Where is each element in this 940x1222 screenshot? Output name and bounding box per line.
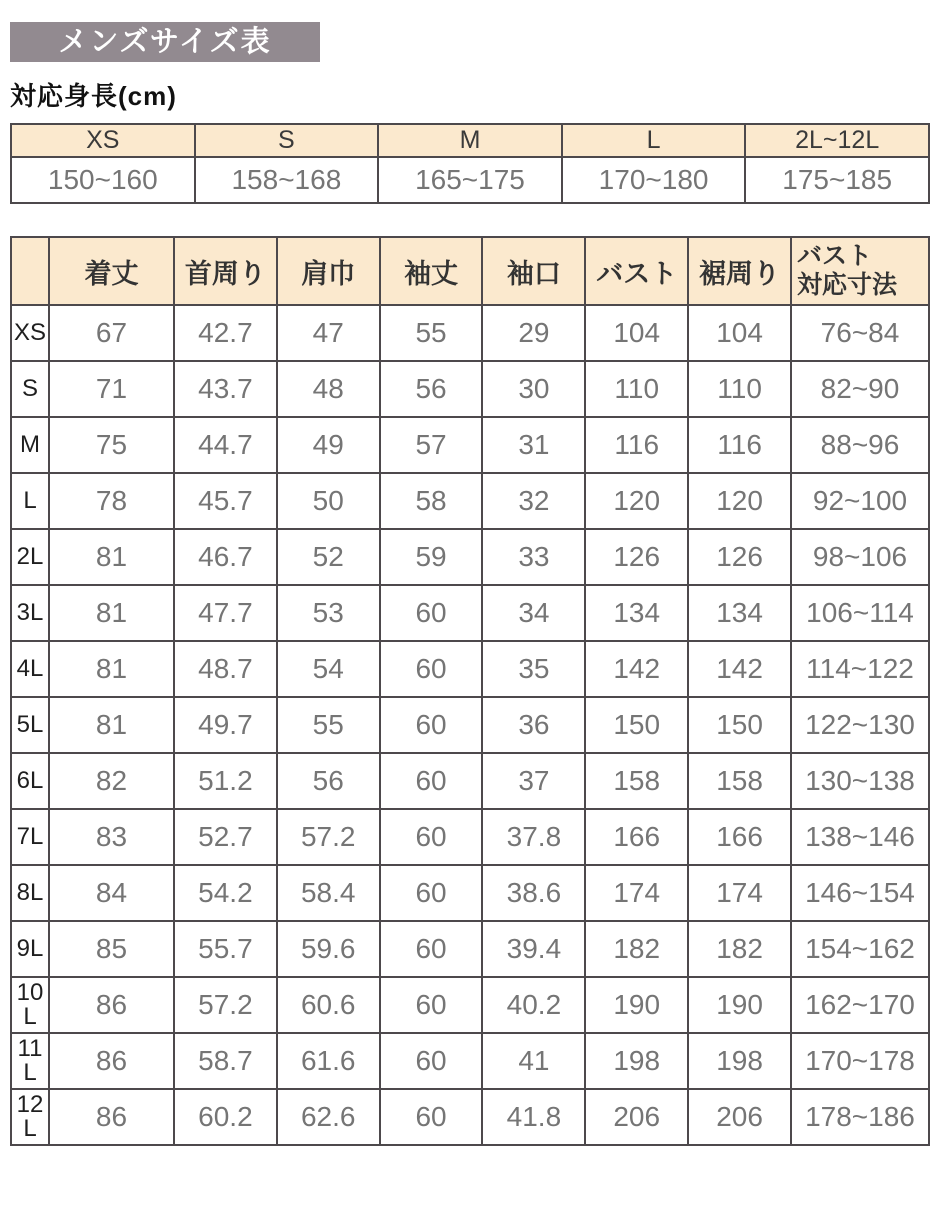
height-table-caption: 対応身長(cm)	[10, 81, 177, 111]
size-column-header: 袖口	[482, 237, 585, 305]
measurement-cell: 154~162	[791, 921, 929, 977]
measurement-cell: 198	[585, 1033, 688, 1089]
measurement-cell: 62.6	[277, 1089, 380, 1145]
measurement-cell: 60	[380, 809, 483, 865]
size-column-header: 首周り	[174, 237, 277, 305]
size-table-body	[11, 305, 929, 1145]
measurement-cell: 47	[277, 305, 380, 361]
measurement-cell: 54.2	[174, 865, 277, 921]
size-label: S	[11, 361, 49, 417]
measurement-cell: 35	[482, 641, 585, 697]
measurement-cell: 78	[49, 473, 174, 529]
measurement-cell: 76~84	[791, 305, 929, 361]
measurement-cell: 60	[380, 921, 483, 977]
size-row-6L	[11, 753, 929, 809]
measurement-cell: 49	[277, 417, 380, 473]
measurement-cell: 83	[49, 809, 174, 865]
measurement-cell: 57	[380, 417, 483, 473]
measurement-cell: 55	[277, 697, 380, 753]
page	[0, 22, 940, 1146]
measurement-cell: 32	[482, 473, 585, 529]
height-column-header: S	[195, 124, 379, 157]
size-row-S	[11, 361, 929, 417]
size-row-XS	[11, 305, 929, 361]
measurement-cell: 190	[585, 977, 688, 1033]
measurement-cell: 56	[380, 361, 483, 417]
measurement-cell: 198	[688, 1033, 791, 1089]
size-column-header: 袖丈	[380, 237, 483, 305]
size-row-4L	[11, 641, 929, 697]
measurement-cell: 106~114	[791, 585, 929, 641]
measurement-cell: 59.6	[277, 921, 380, 977]
size-label: 5L	[11, 697, 49, 753]
measurement-cell: 58.7	[174, 1033, 277, 1089]
size-label: 7L	[11, 809, 49, 865]
measurement-cell: 67	[49, 305, 174, 361]
size-column-header: 着丈	[49, 237, 174, 305]
size-label: 3L	[11, 585, 49, 641]
measurement-cell: 51.2	[174, 753, 277, 809]
height-table-header-row	[11, 124, 929, 157]
measurement-cell: 37.8	[482, 809, 585, 865]
measurement-cell: 170~178	[791, 1033, 929, 1089]
measurement-cell: 41	[482, 1033, 585, 1089]
measurement-cell: 81	[49, 585, 174, 641]
measurement-cell: 56	[277, 753, 380, 809]
measurement-cell: 134	[688, 585, 791, 641]
measurement-cell: 57.2	[277, 809, 380, 865]
measurement-cell: 174	[585, 865, 688, 921]
size-row-M	[11, 417, 929, 473]
measurement-cell: 85	[49, 921, 174, 977]
measurement-cell: 166	[585, 809, 688, 865]
measurement-cell: 81	[49, 697, 174, 753]
measurement-cell: 120	[688, 473, 791, 529]
measurement-cell: 60	[380, 753, 483, 809]
measurement-cell: 116	[688, 417, 791, 473]
measurement-cell: 82~90	[791, 361, 929, 417]
measurement-cell: 110	[585, 361, 688, 417]
measurement-cell: 44.7	[174, 417, 277, 473]
measurement-cell: 55	[380, 305, 483, 361]
measurement-cell: 29	[482, 305, 585, 361]
measurement-cell: 55.7	[174, 921, 277, 977]
size-row-3L	[11, 585, 929, 641]
height-value-cell: 170~180	[562, 157, 746, 203]
measurement-cell: 130~138	[791, 753, 929, 809]
measurement-cell: 86	[49, 1033, 174, 1089]
measurement-cell: 116	[585, 417, 688, 473]
size-label: L	[11, 473, 49, 529]
size-row-11L	[11, 1033, 929, 1089]
size-row-2L	[11, 529, 929, 585]
measurement-cell: 142	[688, 641, 791, 697]
page-title: メンズサイズ表	[10, 22, 320, 62]
measurement-cell: 33	[482, 529, 585, 585]
size-column-header: 肩巾	[277, 237, 380, 305]
measurement-cell: 86	[49, 977, 174, 1033]
measurement-cell: 60	[380, 865, 483, 921]
measurement-cell: 178~186	[791, 1089, 929, 1145]
measurement-cell: 60	[380, 697, 483, 753]
size-label: 11L	[11, 1033, 49, 1089]
size-label: M	[11, 417, 49, 473]
height-value-cell: 165~175	[378, 157, 562, 203]
measurement-cell: 126	[585, 529, 688, 585]
measurement-cell: 158	[585, 753, 688, 809]
measurement-cell: 59	[380, 529, 483, 585]
size-column-header: バスト	[585, 237, 688, 305]
measurement-cell: 60	[380, 1089, 483, 1145]
measurement-cell: 52.7	[174, 809, 277, 865]
measurement-cell: 54	[277, 641, 380, 697]
measurement-cell: 81	[49, 529, 174, 585]
measurement-cell: 57.2	[174, 977, 277, 1033]
measurement-cell: 82	[49, 753, 174, 809]
measurement-cell: 60.2	[174, 1089, 277, 1145]
size-label: XS	[11, 305, 49, 361]
measurement-cell: 158	[688, 753, 791, 809]
measurement-cell: 206	[585, 1089, 688, 1145]
size-table-header-row	[11, 237, 929, 305]
measurement-cell: 71	[49, 361, 174, 417]
measurement-cell: 60.6	[277, 977, 380, 1033]
height-table	[10, 123, 930, 204]
measurement-cell: 60	[380, 641, 483, 697]
measurement-cell: 126	[688, 529, 791, 585]
measurement-cell: 37	[482, 753, 585, 809]
measurement-cell: 60	[380, 1033, 483, 1089]
measurement-cell: 182	[585, 921, 688, 977]
measurement-cell: 84	[49, 865, 174, 921]
measurement-cell: 86	[49, 1089, 174, 1145]
measurement-cell: 46.7	[174, 529, 277, 585]
measurement-cell: 50	[277, 473, 380, 529]
measurement-cell: 150	[688, 697, 791, 753]
measurement-cell: 52	[277, 529, 380, 585]
measurement-cell: 92~100	[791, 473, 929, 529]
measurement-cell: 174	[688, 865, 791, 921]
height-value-cell: 175~185	[745, 157, 929, 203]
measurement-cell: 45.7	[174, 473, 277, 529]
measurement-cell: 36	[482, 697, 585, 753]
measurement-cell: 42.7	[174, 305, 277, 361]
measurement-cell: 162~170	[791, 977, 929, 1033]
measurement-cell: 122~130	[791, 697, 929, 753]
measurement-cell: 138~146	[791, 809, 929, 865]
measurement-cell: 40.2	[482, 977, 585, 1033]
measurement-cell: 34	[482, 585, 585, 641]
measurement-cell: 60	[380, 977, 483, 1033]
measurement-cell: 81	[49, 641, 174, 697]
measurement-cell: 98~106	[791, 529, 929, 585]
measurement-cell: 88~96	[791, 417, 929, 473]
measurement-cell: 150	[585, 697, 688, 753]
measurement-cell: 61.6	[277, 1033, 380, 1089]
measurement-cell: 114~122	[791, 641, 929, 697]
measurement-cell: 53	[277, 585, 380, 641]
measurement-cell: 30	[482, 361, 585, 417]
measurement-cell: 41.8	[482, 1089, 585, 1145]
size-label: 10L	[11, 977, 49, 1033]
measurement-cell: 104	[688, 305, 791, 361]
corner-cell	[11, 237, 49, 305]
height-value-cell: 158~168	[195, 157, 379, 203]
measurement-cell: 58.4	[277, 865, 380, 921]
size-row-10L	[11, 977, 929, 1033]
size-table	[10, 236, 930, 1146]
size-label: 8L	[11, 865, 49, 921]
size-column-header: バスト 対応寸法	[791, 237, 929, 305]
measurement-cell: 48	[277, 361, 380, 417]
measurement-cell: 60	[380, 585, 483, 641]
measurement-cell: 182	[688, 921, 791, 977]
size-column-header: 裾周り	[688, 237, 791, 305]
size-label: 2L	[11, 529, 49, 585]
height-table-value-row	[11, 157, 929, 203]
measurement-cell: 49.7	[174, 697, 277, 753]
size-label: 4L	[11, 641, 49, 697]
measurement-cell: 47.7	[174, 585, 277, 641]
size-label: 6L	[11, 753, 49, 809]
size-row-9L	[11, 921, 929, 977]
size-label: 12L	[11, 1089, 49, 1145]
height-column-header: 2L~12L	[745, 124, 929, 157]
height-column-header: M	[378, 124, 562, 157]
measurement-cell: 134	[585, 585, 688, 641]
height-column-header: XS	[11, 124, 195, 157]
measurement-cell: 104	[585, 305, 688, 361]
size-row-5L	[11, 697, 929, 753]
height-column-header: L	[562, 124, 746, 157]
measurement-cell: 31	[482, 417, 585, 473]
measurement-cell: 146~154	[791, 865, 929, 921]
size-label: 9L	[11, 921, 49, 977]
measurement-cell: 48.7	[174, 641, 277, 697]
measurement-cell: 58	[380, 473, 483, 529]
size-row-L	[11, 473, 929, 529]
measurement-cell: 38.6	[482, 865, 585, 921]
measurement-cell: 206	[688, 1089, 791, 1145]
size-row-12L	[11, 1089, 929, 1145]
measurement-cell: 120	[585, 473, 688, 529]
measurement-cell: 142	[585, 641, 688, 697]
measurement-cell: 110	[688, 361, 791, 417]
size-row-8L	[11, 865, 929, 921]
measurement-cell: 190	[688, 977, 791, 1033]
measurement-cell: 166	[688, 809, 791, 865]
measurement-cell: 75	[49, 417, 174, 473]
height-value-cell: 150~160	[11, 157, 195, 203]
size-row-7L	[11, 809, 929, 865]
measurement-cell: 39.4	[482, 921, 585, 977]
measurement-cell: 43.7	[174, 361, 277, 417]
